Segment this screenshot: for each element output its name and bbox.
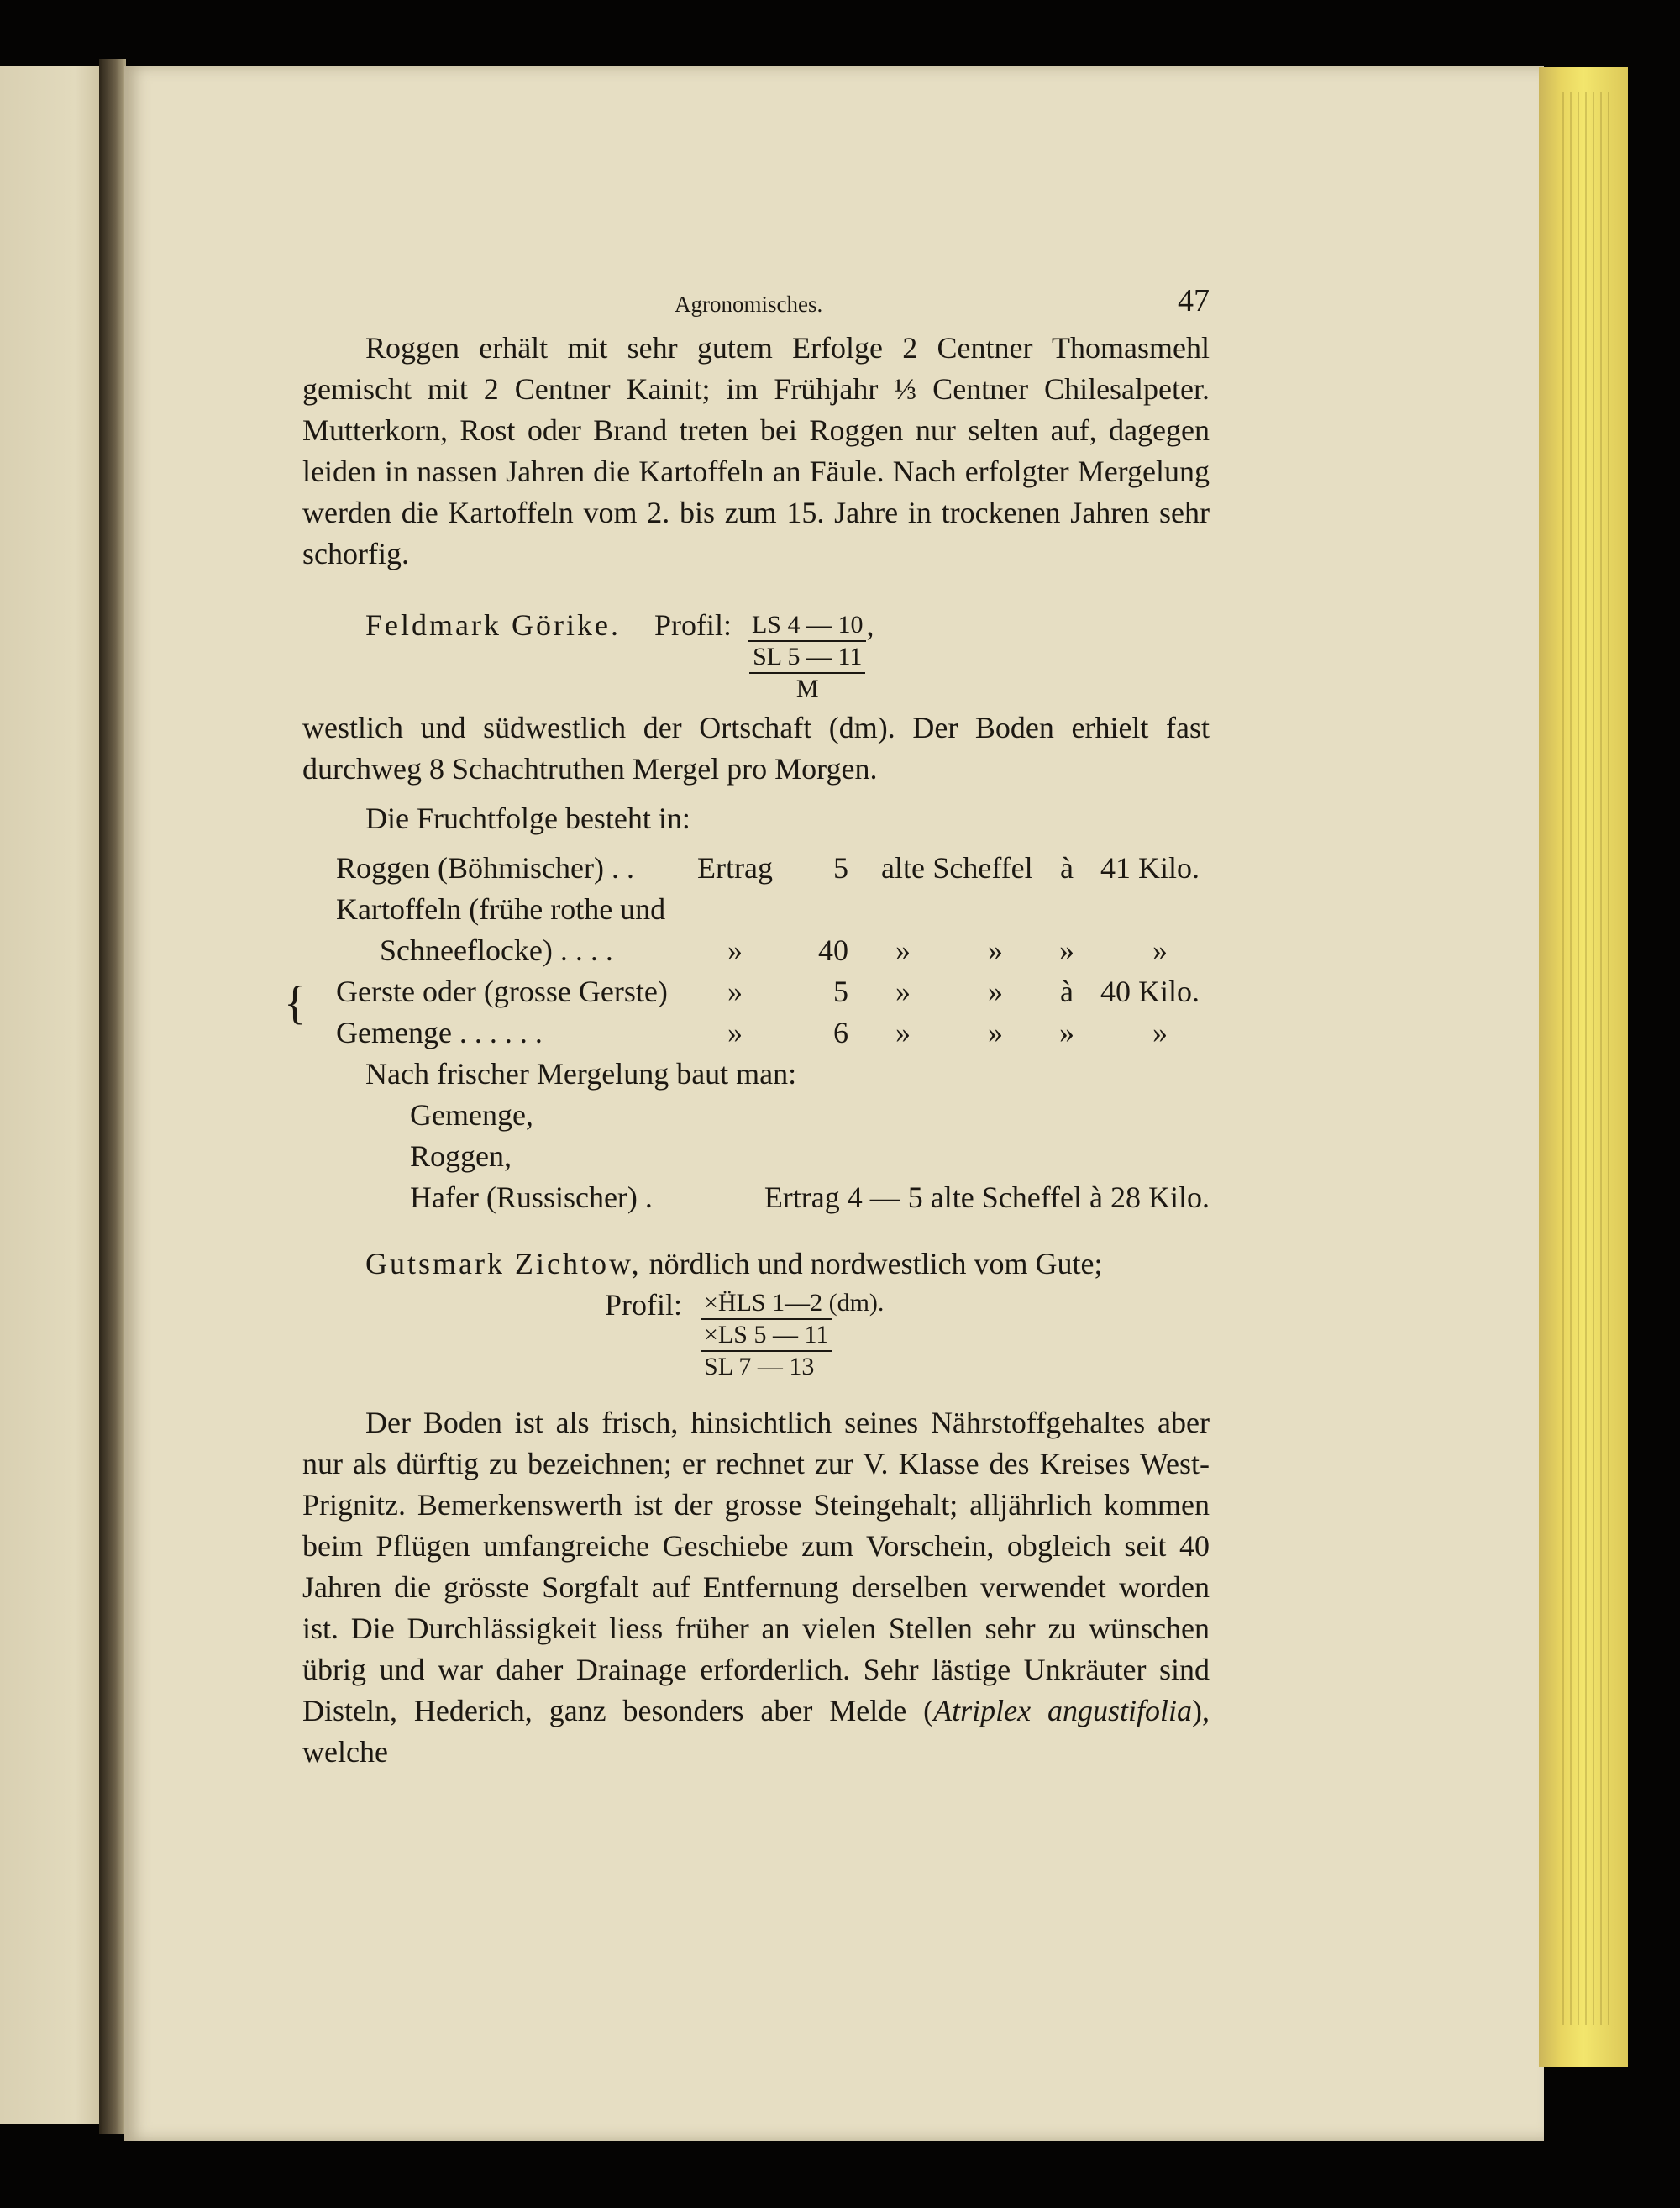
rotation-row xyxy=(336,1012,1210,1054)
goerike-profil xyxy=(302,605,1210,704)
rotation-row xyxy=(336,971,1210,1012)
rot-c2: » xyxy=(988,1016,1003,1049)
rot-c3: à xyxy=(1060,975,1074,1008)
goerike-frac-mid: SL 5 — 11 xyxy=(749,642,865,674)
goerike-profil-label: Profil: xyxy=(654,608,732,642)
zichtow-frac-bottom: SL 7 — 13 xyxy=(704,1353,815,1380)
page-number: 47 xyxy=(1178,283,1210,318)
zichtow-profil xyxy=(302,1285,1210,1382)
zichtow-profile-fraction xyxy=(701,1288,887,1382)
boden-text: Der Boden ist als frisch, hinsichtlich seines Nährstoffgehaltes aber nur als dürftig zu bezeichnen; er rechnet zur V. Klasse des Kreises West-Prignitz. Bemerkenswerth ist der grosse Steingehalt; alljährlich kommen beim Pflügen umfangreiche Geschiebe zum Vorschein, obgleich seit 40 Jahren die grösste Sorgfalt auf Entfernung derselben verwendet worden ist. Die Durchlässigkeit liess früher an vielen Stellen sehr zu wünschen übrig und war daher Drainage erforderlich. Sehr lästige Unkräuter sind Disteln, Hederich, ganz besonders aber Melde ( xyxy=(302,1406,1210,1727)
running-header xyxy=(302,277,1210,328)
paragraph-boden xyxy=(302,1402,1210,1773)
rot-value: 40 xyxy=(818,933,848,967)
rot-c1: alte xyxy=(881,851,925,885)
goerike-comma: , xyxy=(866,608,874,642)
rot-value: 5 xyxy=(833,975,848,1008)
fruchtfolge-intro: Die Fruchtfolge besteht in: xyxy=(365,802,690,835)
goerike-frac-top: LS 4 — 10 xyxy=(748,610,867,642)
rotation-table xyxy=(284,848,1210,1054)
rot-crop: Roggen (Böhmischer) . . xyxy=(336,851,634,885)
rot-label: » xyxy=(727,975,743,1008)
rot-crop: Gerste oder (grosse Gerste) xyxy=(336,975,668,1008)
rot-c4: 40 Kilo. xyxy=(1100,975,1200,1008)
rot-c2: Scheffel xyxy=(932,851,1033,885)
page-edge-stripes xyxy=(1562,92,1613,2025)
zichtow-text: nördlich und nordwestlich vom Gute; xyxy=(648,1247,1103,1280)
rot-label: » xyxy=(727,933,743,967)
rot-c4: » xyxy=(1152,1016,1168,1049)
book-gutter xyxy=(99,59,126,2134)
rot-c3: » xyxy=(1059,1016,1074,1049)
left-page xyxy=(0,66,108,2124)
rotation-row xyxy=(336,848,1210,889)
rotation-row xyxy=(336,930,1210,971)
rot-c4: » xyxy=(1152,933,1168,967)
zichtow-frac-mid: ×LS 5 — 11 xyxy=(701,1318,832,1352)
zichtow-name: Gutsmark Zichtow, xyxy=(365,1247,642,1280)
rot-c1: » xyxy=(895,933,911,967)
rot-c1: » xyxy=(895,975,911,1008)
rot-value: 6 xyxy=(833,1016,848,1049)
rot-c3: à xyxy=(1060,851,1074,885)
hafer-yield: Ertrag 4 — 5 alte Scheffel à 28 Kilo. xyxy=(764,1180,1210,1214)
boden-species: Atriplex angustifolia xyxy=(933,1694,1193,1727)
zichtow-heading xyxy=(302,1243,1210,1285)
page-content xyxy=(284,277,1210,1773)
boden-text-end: ), welche xyxy=(302,1694,1210,1769)
rotation-row xyxy=(336,889,1210,930)
nach-line-hafer xyxy=(302,1177,1210,1218)
zichtow-profil-label: Profil: xyxy=(605,1288,683,1322)
nach-intro: Nach frischer Mergelung baut man: xyxy=(365,1057,797,1091)
rot-c2: » xyxy=(988,933,1003,967)
zichtow-frac-top: ×ḦLS 1—2 (dm). xyxy=(704,1289,885,1317)
rot-crop: Schneeflocke) . . . . xyxy=(380,933,613,967)
goerike-frac-bottom: M xyxy=(795,675,819,702)
rot-c3: » xyxy=(1059,933,1074,967)
nach-line-gemenge: Gemenge, xyxy=(410,1098,533,1132)
rot-c4: 41 Kilo. xyxy=(1100,851,1200,885)
goerike-profile-fraction xyxy=(748,610,867,704)
hafer-crop: Hafer (Russischer) . xyxy=(410,1180,653,1214)
rot-crop: Gemenge . . . . . . xyxy=(336,1016,543,1049)
rot-value: 5 xyxy=(833,851,848,885)
rot-crop: Kartoffeln (frühe rothe und xyxy=(336,892,666,926)
rot-label: Ertrag xyxy=(697,851,773,885)
rot-label: » xyxy=(727,1016,743,1049)
nach-mergelung xyxy=(302,1054,1210,1218)
rot-c1: » xyxy=(895,1016,911,1049)
paragraph-roggen: Roggen erhält mit sehr gutem Erfolge 2 Centner Thomasmehl gemischt mit 2 Centner Kainit; im Frühjahr ⅓ Centner Chilesalpeter. Mutterkorn, Rost oder Brand treten bei Roggen nur selten auf, dagegen leiden in nassen Jahren die Kartoffeln an Fäule. Nach erfolgter Mergelung werden die Kartoffeln vom 2. bis zum 15. Jahre in trockenen Jahren sehr schorfig. xyxy=(302,331,1210,570)
nach-line-roggen: Roggen, xyxy=(410,1139,512,1173)
goerike-name: Feldmark Görike. xyxy=(365,608,621,642)
goerike-text: westlich und südwestlich der Ortschaft (dm). Der Boden erhielt fast durchweg 8 Schachtruthen Mergel pro Morgen. xyxy=(302,711,1210,786)
running-title: Agronomisches. xyxy=(675,292,823,317)
rot-c2: » xyxy=(988,975,1003,1008)
brace-left: { xyxy=(284,977,307,1029)
